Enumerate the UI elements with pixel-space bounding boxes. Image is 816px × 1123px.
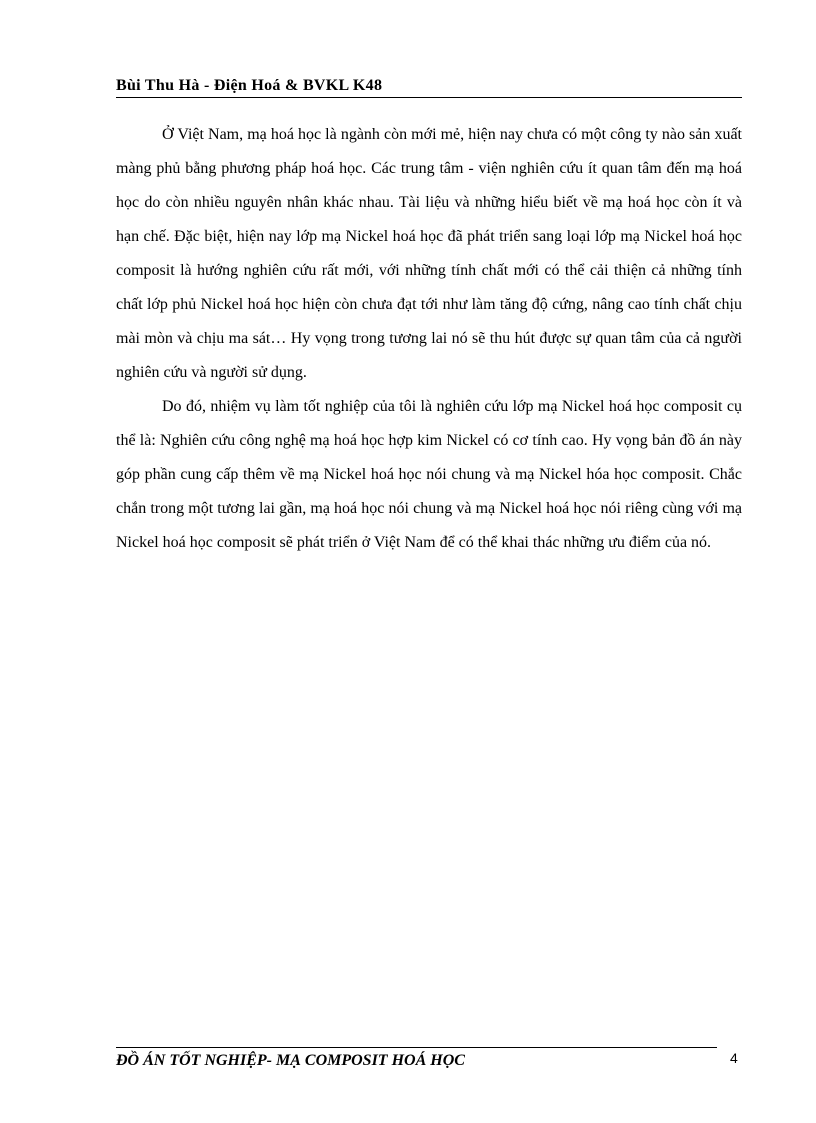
header-title: Bùi Thu Hà - Điện Hoá & BVKL K48 — [116, 77, 383, 94]
page-header — [116, 77, 742, 98]
footer-divider — [116, 1047, 717, 1048]
body-text — [116, 118, 742, 560]
page-number: 4 — [730, 1050, 738, 1066]
footer-title: ĐỒ ÁN TỐT NGHIỆP- MẠ COMPOSIT HOÁ HỌC — [116, 1052, 465, 1069]
paragraph-2: Do đó, nhiệm vụ làm tốt nghiệp của tôi là nghiên cứu lớp mạ Nickel hoá học composit cụ thể là: Nghiên cứu công nghệ mạ hoá học hợp kim Nickel có cơ tính cao. Hy vọng bản đồ án này góp phần cung cấp thêm về mạ Nickel hoá học nói chung và mạ Nickel hóa học composit. Chắc chắn trong một tương lai gần, mạ hoá học nói chung và mạ Nickel hoá học nói riêng cùng với mạ Nickel hoá học composit sẽ phát triển ở Việt Nam để có thể khai thác những ưu điểm của nó. — [116, 398, 742, 551]
paragraph-1: Ở Việt Nam, mạ hoá học là ngành còn mới mẻ, hiện nay chưa có một công ty nào sản xuất màng phủ bằng phương pháp hoá học. Các trung tâm - viện nghiên cứu ít quan tâm đến mạ hoá học do còn nhiều nguyên nhân khác nhau. Tài liệu và những hiểu biết về mạ hoá học còn ít và hạn chế. Đặc biệt, hiện nay lớp mạ Nickel hoá học đã phát triển sang loại lớp mạ Nickel hoá học composit là hướng nghiên cứu rất mới, với những tính chất mới có thể cải thiện cả những tính chất lớp phủ Nickel hoá học hiện còn chưa đạt tới như làm tăng độ cứng, nâng cao tính chất chịu mài mòn và chịu ma sát… Hy vọng trong tương lai nó sẽ thu hút được sự quan tâm của cả người nghiên cứu và người sử dụng. — [116, 126, 742, 381]
